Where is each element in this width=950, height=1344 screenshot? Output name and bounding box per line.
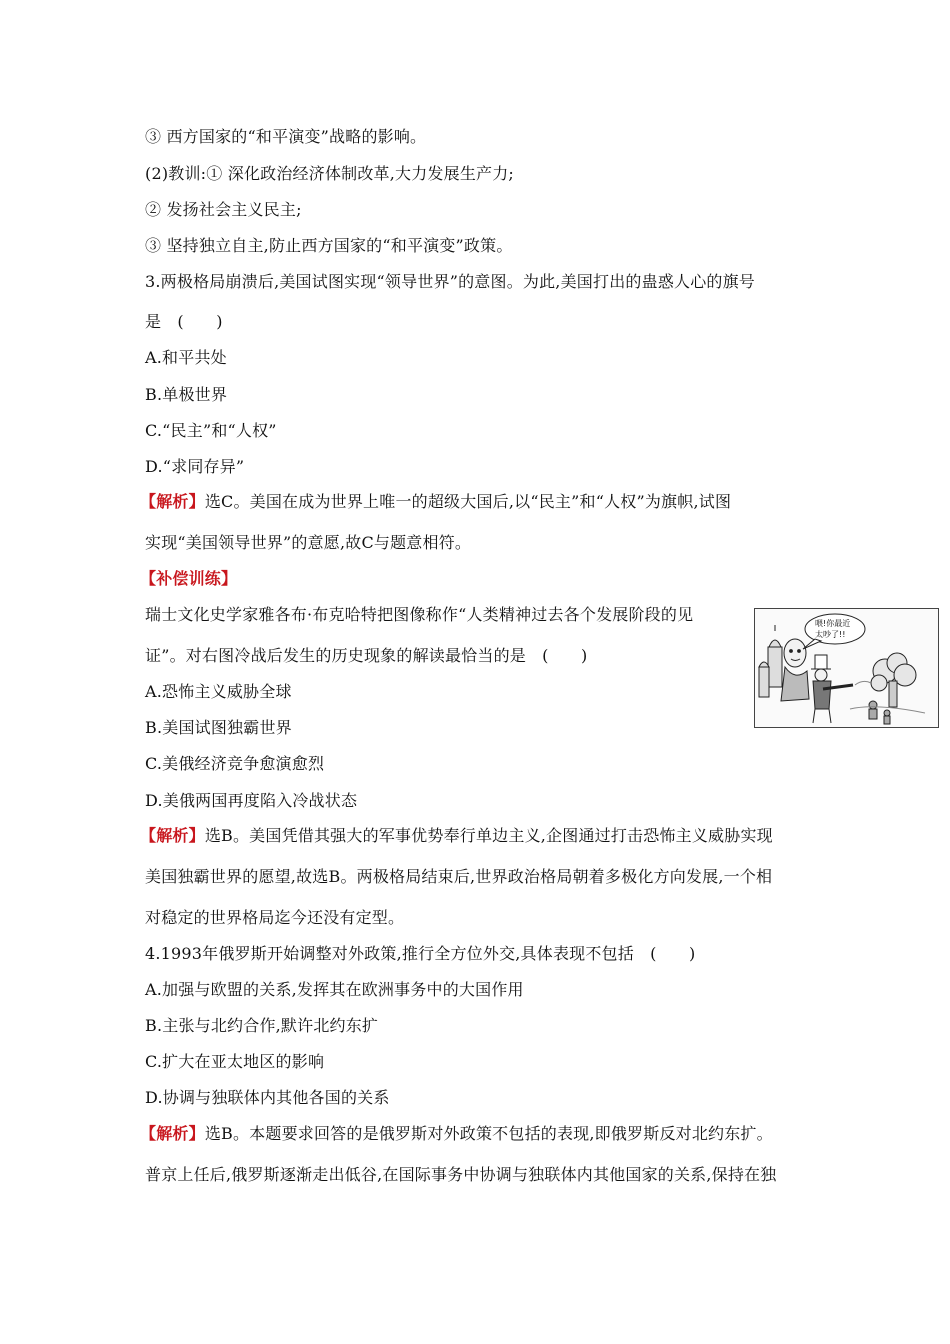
supplementary-training-tag: 【补偿训练】 bbox=[140, 569, 238, 588]
l2: (2)教训:① 深化政治经济体制改革,大力发展生产力; bbox=[145, 164, 515, 183]
q4-option-a: A.加强与欧盟的关系,发挥其在欧洲事务中的大国作用 bbox=[145, 980, 524, 999]
explosion-cloud bbox=[871, 653, 916, 707]
q3-option-a: A.和平共处 bbox=[145, 348, 227, 367]
q4-analysis-1 bbox=[140, 1123, 773, 1145]
small-figures bbox=[869, 701, 890, 724]
q3-analysis-2: 实现“美国领导世界”的意愿,故C与题意相符。 bbox=[145, 533, 472, 552]
bc-analysis-text: 选B。美国凭借其强大的军事优势奉行单边主义,企图通过打击恐怖主义威胁实现 bbox=[204, 826, 773, 845]
q3-option-b: B.单极世界 bbox=[145, 385, 228, 404]
bc-analysis-1 bbox=[140, 825, 773, 847]
bc-option-d: D.美俄两国再度陷入冷战状态 bbox=[145, 791, 358, 810]
bc-stem-2: 证”。对右图冷战后发生的历史现象的解读最恰当的是 ( ) bbox=[145, 646, 588, 665]
q3-analysis-text: 选C。美国在成为世界上唯一的超级大国后,以“民主”和“人权”为旗帜,试图 bbox=[204, 492, 732, 511]
bc-stem-1: 瑞士文化史学家雅各布·布克哈特把图像称作“人类精神过去各个发展阶段的见 bbox=[145, 605, 694, 624]
q3-option-d: D.“求同存异” bbox=[145, 457, 245, 476]
cartoon-illustration bbox=[755, 609, 938, 727]
speech-text-2: 太吵了!! bbox=[815, 630, 846, 639]
q4-analysis-2: 普京上任后,俄罗斯逐渐走出低谷,在国际事务中协调与独联体内其他国家的关系,保持在独 bbox=[145, 1165, 777, 1184]
l3: ② 发扬社会主义民主; bbox=[145, 200, 302, 219]
q4-option-b: B.主张与北约合作,默许北约东扩 bbox=[145, 1016, 379, 1035]
l1: ③ 西方国家的“和平演变”战略的影响。 bbox=[145, 127, 427, 146]
q3-stem-1: 3.两极格局崩溃后,美国试图实现“领导世界”的意图。为此,美国打出的蛊惑人心的旗号 bbox=[145, 272, 755, 291]
speech-text-1: 喂!你最近 bbox=[815, 619, 851, 628]
q4-analysis-text: 选B。本题要求回答的是俄罗斯对外政策不包括的表现,即俄罗斯反对北约东扩。 bbox=[204, 1124, 773, 1143]
q3-option-c: C.“民主”和“人权” bbox=[145, 421, 277, 440]
kremlin-tower bbox=[759, 625, 782, 697]
l4: ③ 坚持独立自主,防止西方国家的“和平演变”政策。 bbox=[145, 236, 513, 255]
analysis-tag: 【解析】 bbox=[140, 826, 205, 845]
ground-lines bbox=[850, 681, 925, 713]
bc-option-a: A.恐怖主义威胁全球 bbox=[145, 682, 292, 701]
bc-option-b: B.美国试图独霸世界 bbox=[145, 718, 292, 737]
analysis-tag: 【解析】 bbox=[140, 1124, 205, 1143]
bc-analysis-3: 对稳定的世界格局迄今还没有定型。 bbox=[145, 908, 405, 927]
cartoon-figure bbox=[754, 608, 939, 728]
q3-stem-2: 是 ( ) bbox=[145, 312, 223, 331]
q4-stem: 4.1993年俄罗斯开始调整对外政策,推行全方位外交,具体表现不包括 ( ) bbox=[145, 944, 696, 963]
q3-analysis-1 bbox=[140, 491, 731, 513]
uncle-sam bbox=[811, 655, 853, 723]
analysis-tag: 【解析】 bbox=[140, 492, 205, 511]
speech-bubble bbox=[803, 614, 865, 649]
q4-option-d: D.协调与独联体内其他各国的关系 bbox=[145, 1088, 390, 1107]
bc-option-c: C.美俄经济竞争愈演愈烈 bbox=[145, 754, 325, 773]
q4-option-c: C.扩大在亚太地区的影响 bbox=[145, 1052, 325, 1071]
bc-analysis-2: 美国独霸世界的愿望,故选B。两极格局结束后,世界政治格局朝着多极化方向发展,一个相 bbox=[145, 867, 773, 886]
